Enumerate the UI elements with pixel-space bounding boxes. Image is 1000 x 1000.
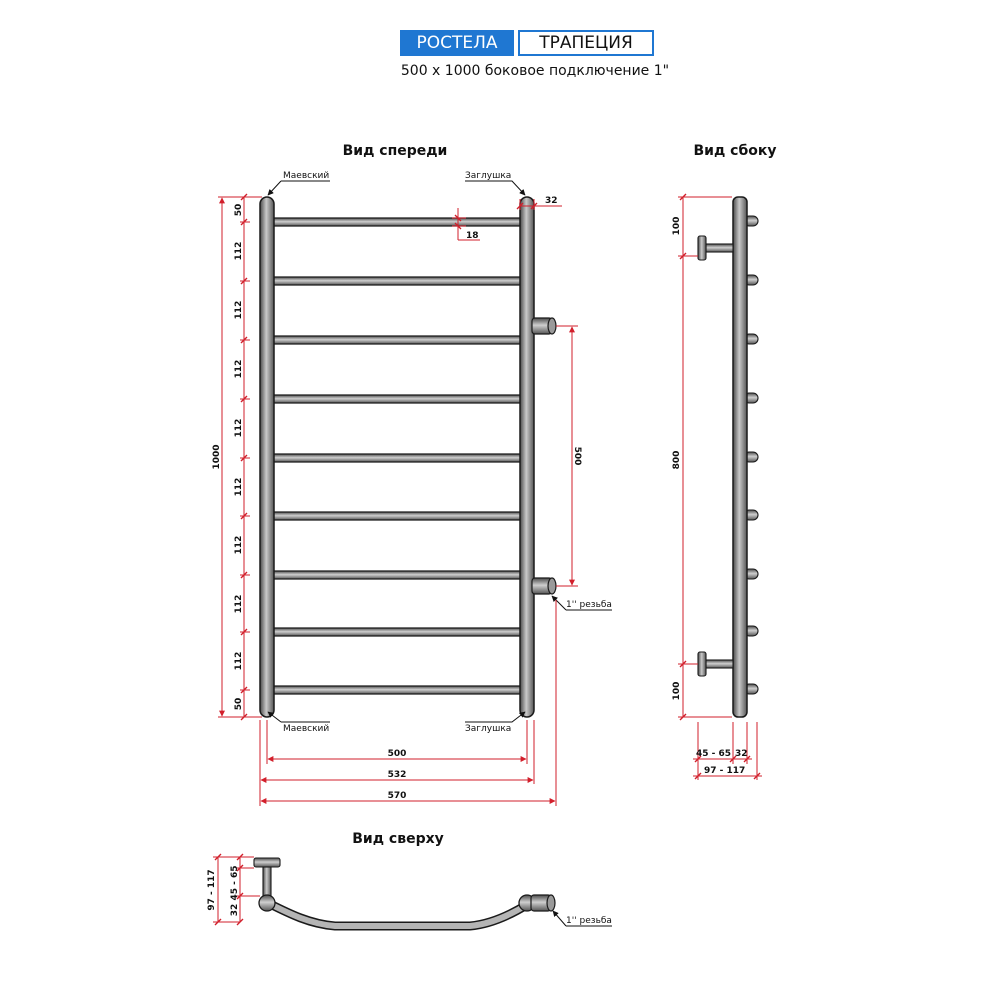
label-thread-front: 1'' резьба — [566, 600, 612, 610]
rung — [266, 218, 524, 226]
top-left-post-end — [259, 895, 275, 911]
side-horizontal-dims — [693, 722, 762, 780]
rung — [266, 395, 524, 403]
model-badge: ТРАПЕЦИЯ — [518, 30, 654, 56]
dim-side-800: 800 — [672, 450, 682, 470]
left-post — [260, 197, 274, 717]
top-wall-mount — [254, 858, 280, 897]
dim-1000-label: 1000 — [212, 444, 222, 470]
top-view-title: Вид сверху — [352, 831, 444, 847]
top-view-dims — [207, 854, 260, 925]
dim-step: 50 — [234, 697, 244, 711]
side-top-wall-mount — [698, 236, 733, 260]
dim-570-width-label: 570 — [387, 791, 407, 801]
side-view-title: Вид сбоку — [693, 143, 777, 159]
rung — [266, 454, 524, 462]
side-bottom-wall-mount — [698, 652, 733, 676]
dim-step: 112 — [234, 651, 244, 671]
rung — [266, 628, 524, 636]
side-view — [672, 143, 776, 780]
label-thread-top: 1'' резьба — [566, 916, 612, 926]
brand-badge: РОСТЕЛА — [400, 30, 514, 56]
front-view-title: Вид спереди — [342, 143, 448, 159]
dim-connection-distance — [556, 326, 582, 586]
dim-step-chain — [234, 194, 250, 720]
rung — [266, 571, 524, 579]
dim-18-label: 18 — [466, 231, 479, 241]
dim-top-wall-distance: 45 - 65 — [230, 865, 240, 901]
label-mayevsky-top: Маевский — [283, 171, 330, 181]
dim-step: 50 — [234, 203, 244, 217]
dim-side-wall-distance: 45 - 65 — [696, 749, 732, 759]
right-post — [520, 197, 534, 717]
rung — [266, 277, 524, 285]
dim-500-width-label: 500 — [387, 749, 407, 759]
dim-step: 112 — [234, 359, 244, 379]
side-vertical-dims — [672, 194, 732, 720]
rung — [266, 512, 524, 520]
rung — [266, 686, 524, 694]
dim-32-label: 32 — [545, 196, 558, 206]
label-plug-top: Заглушка — [465, 171, 512, 181]
front-view — [212, 143, 612, 806]
bottom-connection-nipple — [532, 578, 556, 594]
dim-500-vertical-label: 500 — [572, 446, 582, 466]
dim-side-total-depth: 97 - 117 — [704, 766, 746, 776]
dim-532-width-label: 532 — [387, 770, 407, 780]
top-connection-nipple — [532, 318, 556, 334]
dim-step: 112 — [234, 418, 244, 438]
dim-step: 112 — [234, 241, 244, 261]
label-plug-bottom: Заглушка — [465, 724, 512, 734]
dim-total-height — [212, 197, 262, 717]
top-connection-nipple — [531, 895, 555, 911]
dim-side-top-100: 100 — [672, 216, 682, 236]
dim-top-total-depth: 97 - 117 — [207, 869, 217, 911]
dim-step: 112 — [234, 300, 244, 320]
label-mayevsky-bottom: Маевский — [283, 724, 330, 734]
dim-step: 112 — [234, 535, 244, 555]
rungs — [266, 218, 524, 694]
rung — [266, 336, 524, 344]
dim-step: 112 — [234, 594, 244, 614]
dim-side-bottom-100: 100 — [672, 681, 682, 701]
dim-step: 112 — [234, 477, 244, 497]
dim-top-pipe-32: 32 — [230, 903, 240, 917]
dim-side-pipe-32: 32 — [735, 749, 748, 759]
subtitle: 500 x 1000 боковое подключение 1" — [400, 63, 670, 79]
side-post — [733, 197, 747, 717]
top-view — [207, 831, 612, 926]
